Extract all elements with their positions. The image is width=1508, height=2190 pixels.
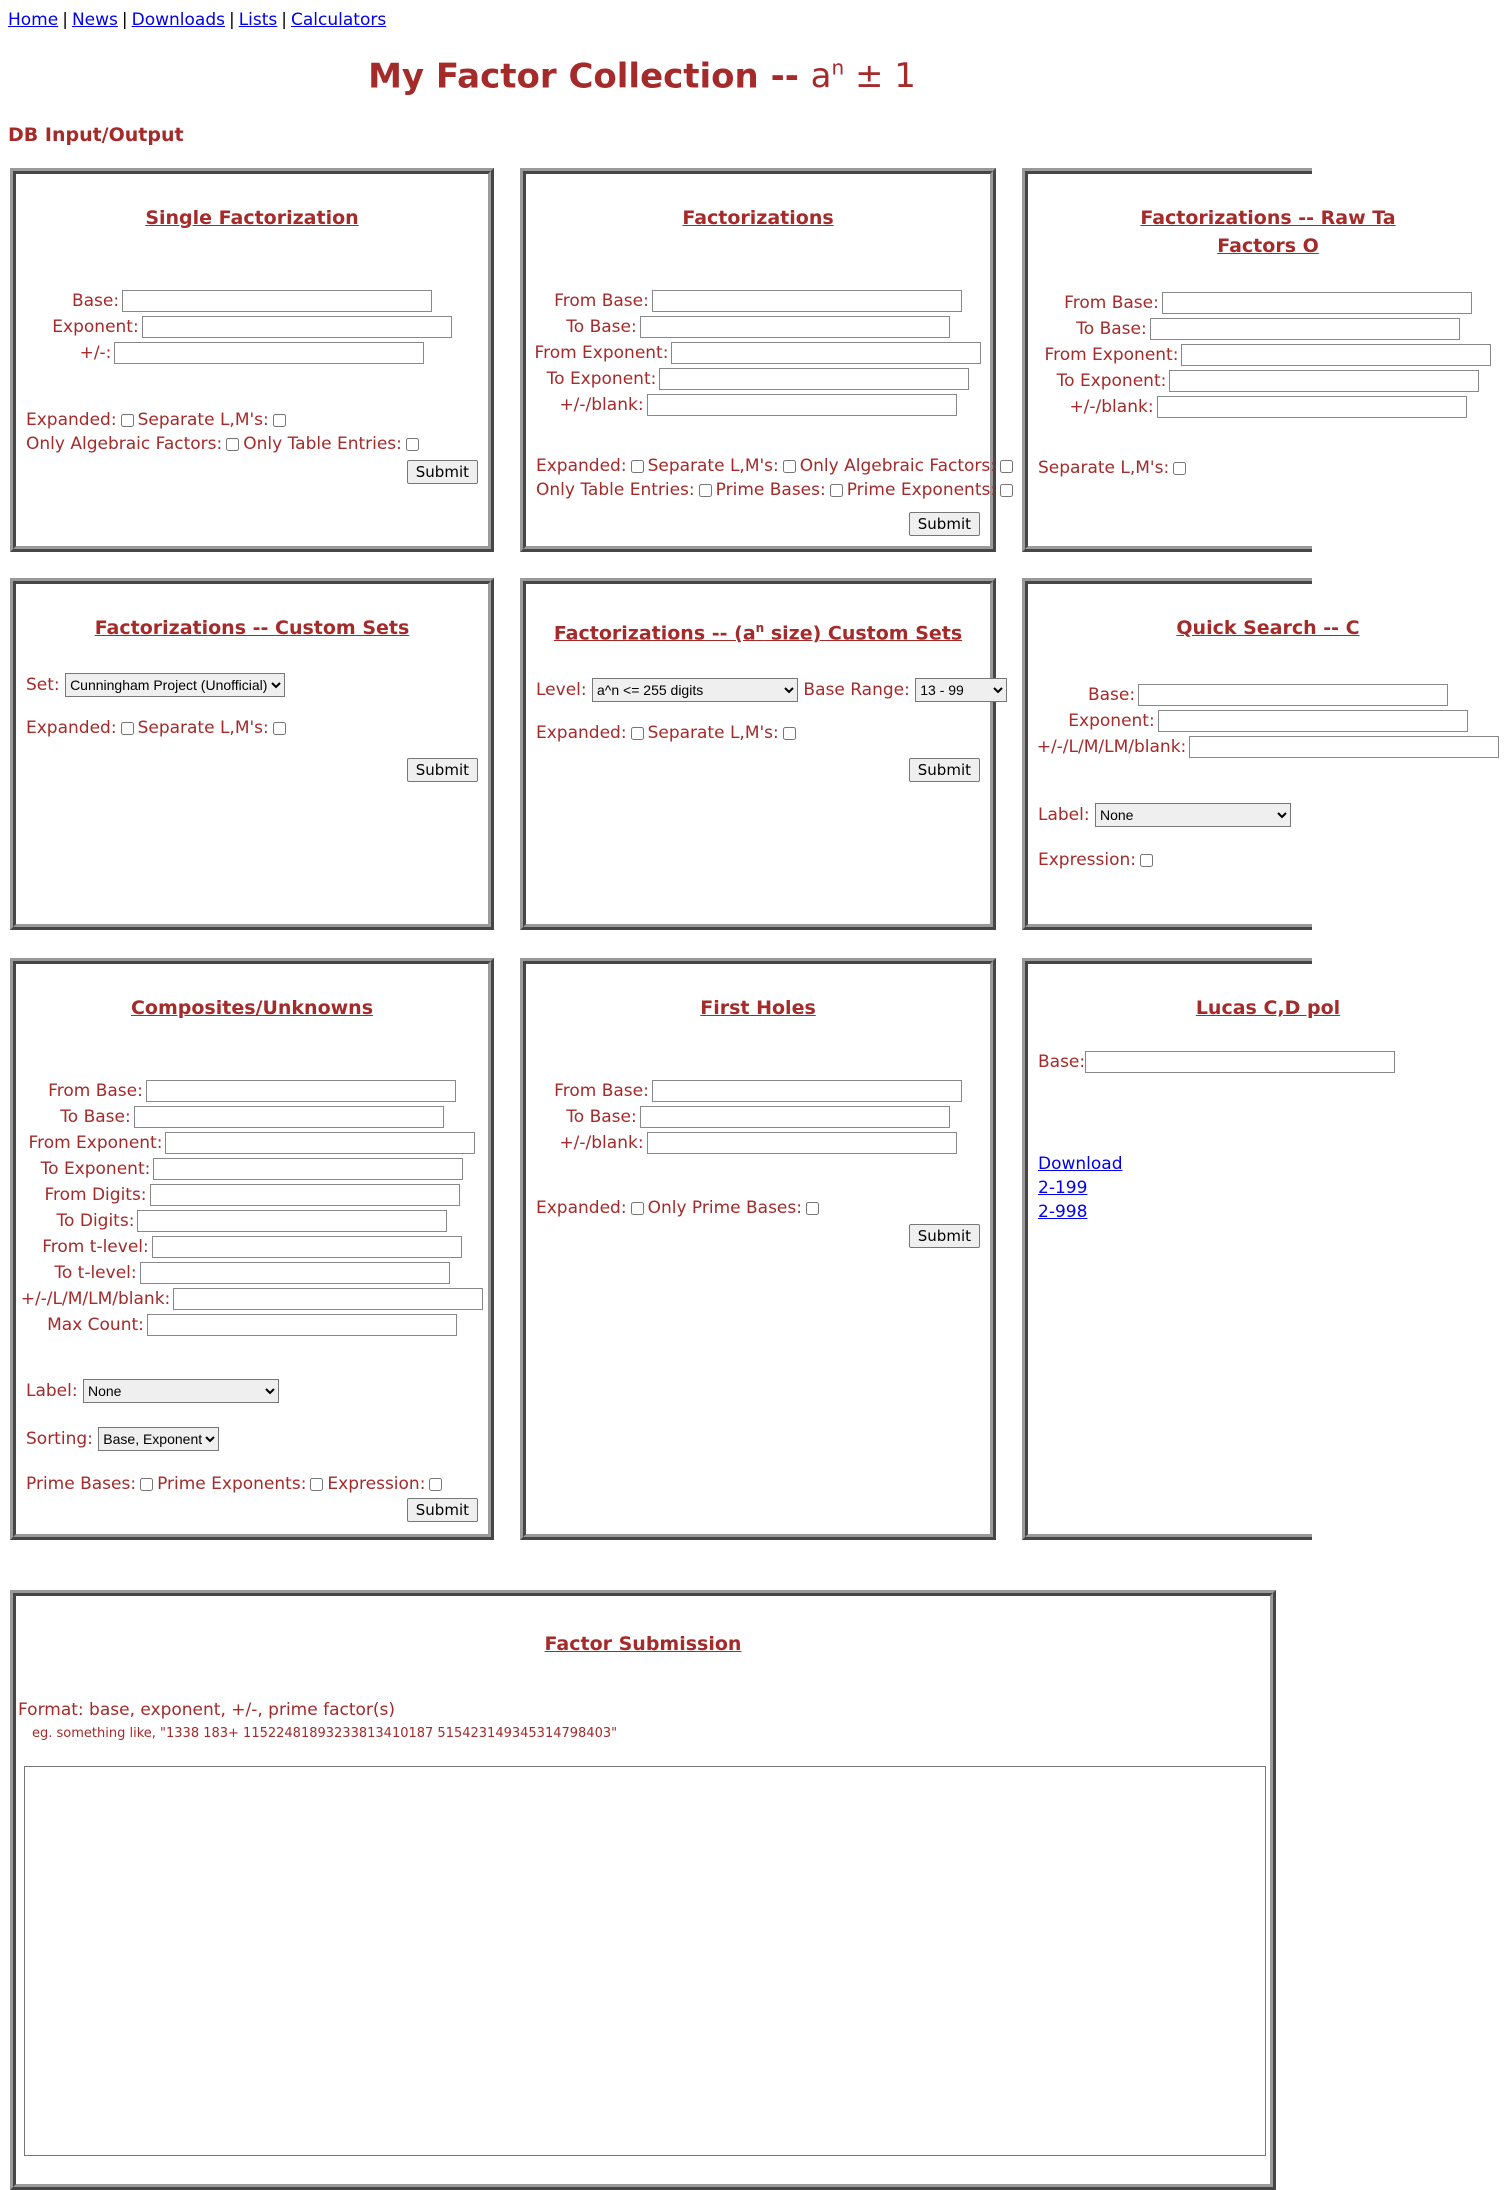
expression-label: Expression: [1038, 850, 1137, 870]
separate-lm-checkbox[interactable] [273, 722, 286, 735]
sign-label: +/-/blank: [559, 1133, 644, 1153]
to-base-label: To Base: [566, 1107, 637, 1127]
expanded-checkbox[interactable] [121, 722, 134, 735]
level-row [526, 675, 990, 705]
check-row [526, 721, 990, 745]
from-base-label: From Base: [48, 1081, 143, 1101]
exponent-label: Exponent: [52, 317, 139, 337]
custom-sets-title[interactable]: Factorizations -- Custom Sets [94, 617, 410, 639]
form-row [526, 392, 990, 418]
form-row [526, 1078, 990, 1104]
from-exponent-label: From Exponent: [534, 343, 669, 363]
separate-lm-label: Separate L,M's: [137, 718, 269, 738]
factorizations-panel [520, 168, 996, 552]
level-label: Level: [536, 680, 587, 701]
from-base-input[interactable] [652, 290, 962, 312]
section-heading: DB Input/Output [8, 124, 184, 146]
formula-base: a [810, 56, 832, 97]
sized-custom-sets-panel [520, 578, 996, 930]
form-row [1028, 394, 1508, 420]
formula-rest: ± 1 [855, 56, 916, 97]
exponent-label: Exponent: [1068, 711, 1155, 731]
sorting-row [16, 1424, 488, 1454]
form-row [526, 366, 990, 392]
form-row [1028, 1048, 1508, 1076]
only-algebraic-checkbox[interactable] [226, 438, 239, 451]
expanded-checkbox[interactable] [631, 460, 644, 473]
custom-sets-panel [10, 578, 494, 930]
only-table-checkbox[interactable] [699, 484, 712, 497]
single-factorization-title[interactable]: Single Factorization [145, 207, 359, 229]
from-exponent-label: From Exponent: [28, 1133, 163, 1153]
nav-separator: | [121, 10, 128, 30]
submit-button[interactable]: Submit [909, 512, 980, 536]
sized-title-sup: n [755, 621, 765, 635]
base-input[interactable] [122, 290, 432, 312]
base-input[interactable] [1138, 684, 1448, 706]
lucas-title[interactable]: Lucas C,D pol [1195, 997, 1341, 1019]
separate-lm-label: Separate L,M's: [1038, 458, 1170, 478]
form-row [16, 1286, 488, 1312]
sign-input[interactable] [114, 342, 424, 364]
prime-exponents-label: Prime Exponents: [846, 480, 997, 500]
label-select[interactable] [1095, 803, 1291, 827]
prime-exponents-label: Prime Exponents: [157, 1474, 307, 1494]
submission-example-text: eg. something like, "1338 183+ 1152248189323381341018​7 5154231493453147984​03" [32, 1726, 618, 1741]
raw-title-line2: Factors O [1217, 235, 1319, 257]
sign-label: +/-/L/M/LM/blank: [1036, 737, 1187, 757]
expression-label: Expression: [327, 1474, 426, 1494]
from-digits-label: From Digits: [44, 1185, 147, 1205]
separate-lm-label: Separate L,M's: [647, 456, 779, 476]
label-row [16, 1376, 488, 1406]
label-row [1028, 800, 1508, 830]
sign-input[interactable] [173, 1288, 483, 1310]
download-link[interactable]: Download [1038, 1154, 1123, 1174]
base-label: Base: [1038, 1052, 1086, 1072]
quick-search-panel [1022, 578, 1360, 930]
raw-title-line1: Factorizations -- Raw Ta [1140, 207, 1396, 229]
to-t-level-input[interactable] [140, 1262, 450, 1284]
only-prime-bases-label: Only Prime Bases: [647, 1198, 802, 1218]
sign-input[interactable] [647, 394, 957, 416]
factor-submission-textarea[interactable] [24, 1766, 1266, 2156]
sign-input[interactable] [1157, 396, 1467, 418]
check-row [526, 478, 997, 502]
from-base-label: From Base: [1064, 293, 1159, 313]
page-title-text: My Factor Collection -- [368, 56, 799, 97]
check-row [1028, 456, 1508, 480]
check-row [16, 716, 488, 740]
form-row [526, 288, 990, 314]
top-nav [8, 10, 386, 30]
submit-button[interactable]: Submit [407, 1498, 478, 1522]
label-label: Label: [26, 1381, 78, 1401]
to-base-input[interactable] [640, 316, 950, 338]
form-row [16, 1156, 488, 1182]
to-base-label: To Base: [1076, 319, 1147, 339]
from-t-level-label: From t-level: [42, 1237, 149, 1257]
raw-factorizations-title[interactable] [1028, 204, 1508, 260]
from-digits-input[interactable] [150, 1184, 460, 1206]
form-row [1028, 368, 1508, 394]
only-table-checkbox[interactable] [406, 438, 419, 451]
form-row [1028, 316, 1508, 342]
factorizations-title[interactable]: Factorizations [682, 207, 834, 229]
to-exponent-input[interactable] [1169, 370, 1479, 392]
form-row [16, 340, 488, 366]
check-row [526, 1196, 990, 1220]
only-algebraic-checkbox[interactable] [1000, 460, 1013, 473]
raw-factorizations-panel [1022, 168, 1396, 552]
to-digits-label: To Digits: [56, 1211, 135, 1231]
only-prime-bases-checkbox[interactable] [806, 1202, 819, 1215]
page-title-formula [811, 56, 916, 96]
only-algebraic-label: Only Algebraic Factors: [26, 434, 223, 454]
expanded-label: Expanded: [536, 456, 627, 476]
download-2-199-link[interactable]: 2-199 [1038, 1178, 1088, 1198]
only-algebraic-label: Only Algebraic Factors: [799, 456, 997, 476]
to-base-label: To Base: [566, 317, 637, 337]
sign-input[interactable] [1189, 736, 1499, 758]
expression-checkbox[interactable] [1140, 854, 1153, 867]
from-exponent-input[interactable] [1181, 344, 1491, 366]
sized-title-post: size) Custom Sets [764, 622, 963, 645]
form-row [1028, 290, 1508, 316]
prime-exponents-checkbox[interactable] [1000, 484, 1013, 497]
nav-separator: | [228, 10, 235, 30]
submission-format-text: Format: base, exponent, +/-, prime factor(s) [18, 1700, 396, 1720]
to-exponent-input[interactable] [659, 368, 969, 390]
from-exponent-input[interactable] [165, 1132, 475, 1154]
label-label: Label: [1038, 805, 1090, 825]
nav-home-link[interactable]: Home [8, 10, 59, 30]
expression-checkbox[interactable] [429, 1478, 442, 1491]
form-row [526, 1130, 990, 1156]
prime-bases-label: Prime Bases: [715, 480, 826, 500]
form-row [16, 314, 488, 340]
to-base-label: To Base: [60, 1107, 131, 1127]
submit-button[interactable]: Submit [909, 1224, 980, 1248]
separate-lm-label: Separate L,M's: [647, 723, 779, 744]
base-range-label: Base Range: [803, 680, 910, 701]
sign-label: +/-/blank: [1069, 397, 1154, 417]
expanded-label: Expanded: [536, 723, 627, 744]
separate-lm-checkbox[interactable] [783, 460, 796, 473]
base-range-select[interactable] [915, 678, 1007, 702]
sized-title-pre: Factorizations -- (a [553, 622, 756, 645]
from-exponent-label: From Exponent: [1044, 345, 1179, 365]
check-row [16, 408, 488, 432]
from-base-label: From Base: [554, 1081, 649, 1101]
form-row [526, 340, 990, 366]
to-exponent-input[interactable] [153, 1158, 463, 1180]
set-select[interactable] [65, 673, 285, 697]
check-row [16, 1472, 488, 1496]
sign-input[interactable] [647, 1132, 957, 1154]
from-base-input[interactable] [652, 1080, 962, 1102]
prime-bases-label: Prime Bases: [26, 1474, 137, 1494]
max-count-input[interactable] [147, 1314, 457, 1336]
lucas-panel [1022, 958, 1341, 1540]
submit-button[interactable]: Submit [407, 460, 478, 484]
expanded-checkbox[interactable] [121, 414, 134, 427]
form-row [16, 1260, 488, 1286]
nav-news-link[interactable]: News [71, 10, 118, 30]
form-row [1028, 708, 1508, 734]
from-base-input[interactable] [1162, 292, 1472, 314]
to-digits-input[interactable] [137, 1210, 447, 1232]
sorting-select[interactable] [98, 1427, 219, 1451]
to-exponent-label: To Exponent: [546, 369, 657, 389]
single-factorization-panel [10, 168, 494, 552]
separate-lm-checkbox[interactable] [1173, 462, 1186, 475]
prime-bases-checkbox[interactable] [830, 484, 843, 497]
submit-button[interactable]: Submit [909, 758, 980, 782]
base-label: Base: [71, 291, 120, 311]
download-2-998-link[interactable]: 2-998 [1038, 1202, 1088, 1222]
nav-calculators-link[interactable]: Calculators [291, 10, 387, 30]
form-row [16, 1130, 488, 1156]
download-links [1028, 1152, 1508, 1224]
max-count-label: Max Count: [47, 1315, 144, 1335]
exponent-input[interactable] [1158, 710, 1468, 732]
nav-separator: | [281, 10, 288, 30]
to-base-input[interactable] [640, 1106, 950, 1128]
nav-downloads-link[interactable]: Downloads [131, 10, 225, 30]
check-row [16, 432, 488, 456]
only-table-label: Only Table Entries: [536, 480, 695, 500]
form-row [16, 1312, 488, 1338]
expanded-label: Expanded: [26, 718, 117, 738]
first-holes-title[interactable]: First Holes [700, 997, 816, 1019]
exponent-input[interactable] [142, 316, 452, 338]
expanded-label: Expanded: [536, 1198, 627, 1218]
to-base-input[interactable] [134, 1106, 444, 1128]
nav-separator: | [62, 10, 68, 30]
from-base-input[interactable] [146, 1080, 456, 1102]
separate-lm-checkbox[interactable] [783, 727, 796, 740]
composites-title[interactable]: Composites/Unknowns [130, 997, 374, 1019]
from-base-label: From Base: [554, 291, 649, 311]
form-row [526, 1104, 990, 1130]
level-select[interactable] [592, 678, 798, 702]
form-row [16, 1182, 488, 1208]
sized-custom-sets-title[interactable] [526, 614, 990, 647]
nav-lists-link[interactable]: Lists [238, 10, 278, 30]
from-t-level-input[interactable] [152, 1236, 462, 1258]
expanded-label: Expanded: [26, 410, 117, 430]
composites-panel [10, 958, 494, 1540]
to-exponent-label: To Exponent: [40, 1159, 151, 1179]
expanded-checkbox[interactable] [631, 727, 644, 740]
separate-lm-label: Separate L,M's: [137, 410, 269, 430]
base-label: Base: [1087, 685, 1136, 705]
only-table-label: Only Table Entries: [243, 434, 402, 454]
expanded-checkbox[interactable] [631, 1202, 644, 1215]
form-row [16, 288, 488, 314]
to-exponent-label: To Exponent: [1056, 371, 1167, 391]
form-row [16, 1078, 488, 1104]
base-input[interactable] [1085, 1051, 1395, 1073]
to-t-level-label: To t-level: [54, 1263, 137, 1283]
submit-button[interactable]: Submit [407, 758, 478, 782]
page-title [0, 56, 1284, 96]
formula-exponent: n [831, 56, 845, 80]
first-holes-panel [520, 958, 996, 1540]
prime-exponents-checkbox[interactable] [310, 1478, 323, 1491]
form-row [1028, 342, 1508, 368]
prime-bases-checkbox[interactable] [140, 1478, 153, 1491]
factor-submission-title[interactable]: Factor Submission [544, 1633, 742, 1655]
sorting-label: Sorting: [26, 1429, 93, 1449]
form-row [16, 1208, 488, 1234]
quick-search-title[interactable]: Quick Search -- C [1176, 617, 1360, 639]
from-exponent-input[interactable] [671, 342, 981, 364]
form-row [16, 1234, 488, 1260]
check-row [1028, 848, 1508, 872]
form-row [16, 1104, 488, 1130]
set-row [16, 670, 488, 700]
separate-lm-checkbox[interactable] [273, 414, 286, 427]
label-select[interactable] [83, 1379, 279, 1403]
sign-label: +/-: [79, 343, 112, 363]
check-row [526, 454, 997, 478]
set-label: Set: [26, 675, 60, 695]
to-base-input[interactable] [1150, 318, 1460, 340]
sign-label: +/-/blank: [559, 395, 644, 415]
form-row [1028, 682, 1508, 708]
form-row [526, 314, 990, 340]
sign-label: +/-/L/M/LM/blank: [20, 1289, 171, 1309]
form-row [1028, 734, 1508, 760]
